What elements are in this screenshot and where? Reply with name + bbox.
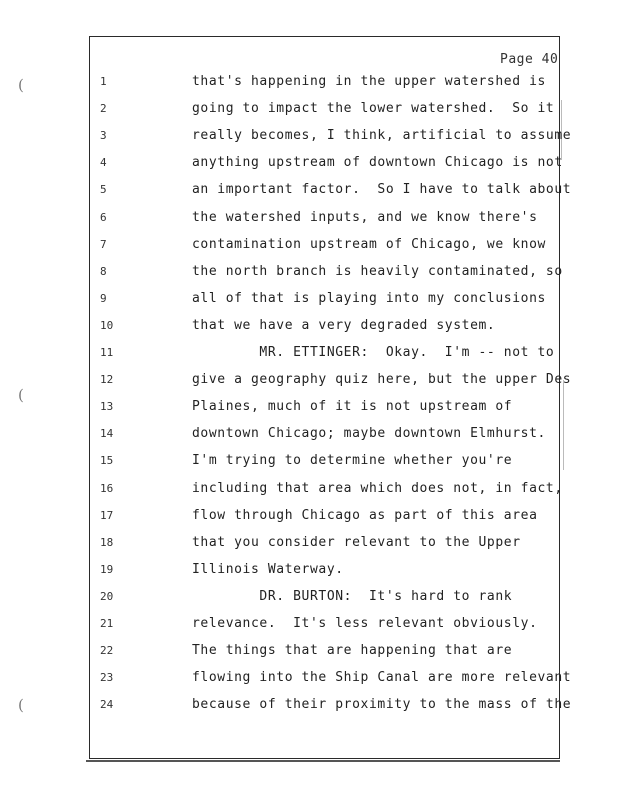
line-text: that's happening in the upper watershed is <box>192 74 546 89</box>
line-text: that you consider relevant to the Upper <box>192 534 521 550</box>
margin-punch-mark: ( <box>18 696 24 714</box>
line-text: an important factor. So I have to talk about <box>192 182 572 198</box>
transcript-line <box>89 479 563 499</box>
transcript-line <box>89 695 572 715</box>
transcript-line <box>89 153 563 173</box>
transcript-line <box>89 668 572 688</box>
line-text: relevance. It's less relevant obviously. <box>192 616 538 631</box>
transcript-line <box>89 72 558 92</box>
transcript-line <box>89 641 558 661</box>
transcript-line <box>89 614 558 634</box>
transcript-line <box>89 587 558 607</box>
transcript-line <box>89 99 558 119</box>
scan-artifact <box>563 380 564 470</box>
line-number: 14 <box>100 427 114 441</box>
line-text: flowing into the Ship Canal are more relevant <box>192 670 572 686</box>
line-text: I'm trying to determine whether you're <box>192 453 513 469</box>
line-text: MR. ETTINGER: Okay. I'm -- not to <box>192 345 555 360</box>
line-text: all of that is playing into my conclusions <box>192 290 546 306</box>
line-number: 17 <box>100 508 114 522</box>
transcript-line <box>89 289 558 309</box>
line-text: contamination upstream of Chicago, we know <box>192 236 546 252</box>
line-text: DR. BURTON: It's hard to rank <box>192 588 513 604</box>
transcript-line <box>89 560 558 580</box>
page-bottom-rule <box>86 760 560 762</box>
margin-punch-mark: ( <box>18 76 24 94</box>
line-number: 13 <box>100 400 114 414</box>
line-text: downtown Chicago; maybe downtown Elmhurst. <box>192 426 546 442</box>
line-number: 19 <box>100 562 114 576</box>
line-number: 5 <box>100 183 107 197</box>
line-text: including that area which does not, in fact, <box>192 480 563 496</box>
line-text: Illinois Waterway. <box>192 561 344 577</box>
transcript-line <box>89 316 558 336</box>
transcript-line <box>89 180 572 200</box>
transcript-line <box>89 397 558 417</box>
line-number: 8 <box>100 264 107 278</box>
line-text: the north branch is heavily contaminated, so <box>192 263 563 279</box>
line-number: 12 <box>100 373 114 387</box>
line-number: 9 <box>100 291 107 305</box>
line-number: 15 <box>100 454 114 468</box>
line-text: give a geography quiz here, but the upper Des <box>192 372 572 388</box>
transcript-line <box>89 262 563 282</box>
line-text: anything upstream of downtown Chicago is not <box>192 155 563 171</box>
line-text: going to impact the lower watershed. So it <box>192 101 555 117</box>
transcript-line <box>89 533 558 553</box>
line-text: that we have a very degraded system. <box>192 317 496 333</box>
transcript-line <box>89 424 558 444</box>
line-number: 4 <box>100 156 107 170</box>
transcript-line <box>89 451 558 471</box>
line-text: flow through Chicago as part of this area <box>192 507 538 523</box>
line-text: the watershed inputs, and we know there's <box>192 209 538 225</box>
transcript-line <box>89 208 558 228</box>
line-number: 11 <box>100 346 114 359</box>
line-text: because of their proximity to the mass of the <box>192 697 572 713</box>
transcript-line <box>89 126 572 146</box>
line-number: 1 <box>100 75 107 88</box>
transcript-line <box>89 235 558 255</box>
transcript-line <box>89 506 558 526</box>
line-number: 16 <box>100 481 114 495</box>
margin-punch-mark: ( <box>18 386 24 404</box>
line-number: 24 <box>100 698 114 712</box>
line-number: 23 <box>100 671 114 685</box>
transcript-line <box>89 370 572 390</box>
page-number-header: Page 40 <box>500 52 559 67</box>
line-number: 10 <box>100 318 114 332</box>
line-number: 3 <box>100 129 107 143</box>
line-number: 2 <box>100 102 107 116</box>
line-number: 7 <box>100 237 107 251</box>
line-number: 20 <box>100 589 114 603</box>
line-text: Plaines, much of it is not upstream of <box>192 399 513 415</box>
transcript-line <box>89 343 558 363</box>
line-number: 22 <box>100 644 114 658</box>
line-number: 6 <box>100 210 107 224</box>
line-number: 18 <box>100 535 114 549</box>
line-number: 21 <box>100 617 114 630</box>
line-text: really becomes, I think, artificial to assume <box>192 128 572 144</box>
line-text: The things that are happening that are <box>192 643 513 659</box>
